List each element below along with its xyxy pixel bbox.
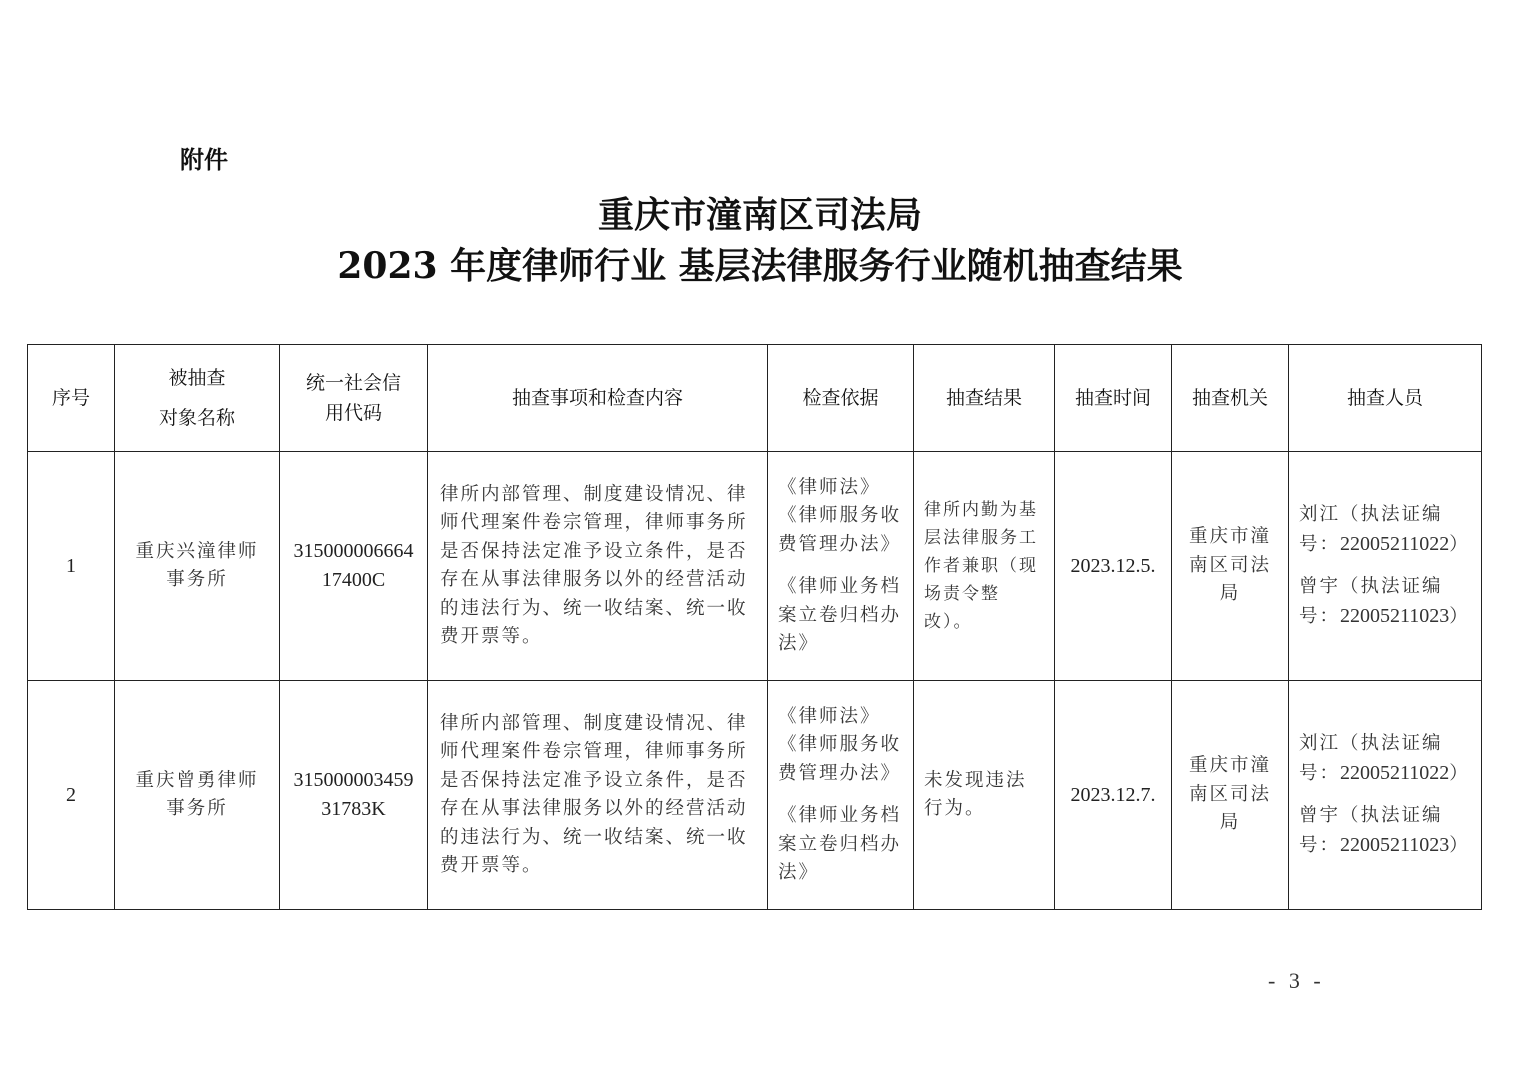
header-staff: 抽查人员 — [1289, 345, 1482, 452]
row-date: 2023.12.5. — [1055, 452, 1172, 681]
header-row — [28, 345, 1482, 452]
header-items: 抽查事项和检查内容 — [428, 345, 768, 452]
staff-name: 刘江（执法证编号： — [1299, 504, 1443, 555]
header-target-line2: 对象名称 — [158, 407, 235, 429]
inspection-results-table — [27, 344, 1482, 910]
row-seq: 2 — [28, 681, 115, 910]
table-row — [28, 681, 1482, 910]
header-basis: 检查依据 — [768, 345, 914, 452]
row-basis-2: 《律师业务档案立卷归档办法》 — [778, 805, 902, 883]
row-seq: 1 — [28, 452, 115, 681]
staff-bracket: ） — [1449, 605, 1470, 627]
header-code — [280, 345, 428, 452]
header-target — [115, 345, 280, 452]
header-target-line1: 被抽查 — [168, 367, 226, 389]
row-staff-1 — [1299, 501, 1471, 559]
staff-cert-number: 22005211023 — [1340, 604, 1450, 627]
row-code: 31500000345931783K — [280, 681, 428, 910]
staff-name: 曾宇（执法证编号： — [1299, 576, 1443, 627]
row-code: 31500000666417400C — [280, 452, 428, 681]
row-basis — [768, 681, 914, 910]
header-agency: 抽查机关 — [1172, 345, 1289, 452]
row-target: 重庆曾勇律师事务所 — [115, 681, 280, 910]
staff-cert-number: 22005211022 — [1340, 761, 1450, 784]
title-line-2: 2023 年度律师行业 基层法律服务行业随机抽查结果 — [337, 245, 1183, 287]
header-code-line2: 用代码 — [324, 402, 382, 424]
row-staff — [1289, 681, 1482, 910]
row-basis-1: 《律师法》《律师服务收费管理办法》 — [778, 476, 902, 555]
row-staff-2 — [1299, 573, 1471, 631]
staff-name: 刘江（执法证编号： — [1299, 733, 1443, 784]
table-row — [28, 452, 1482, 681]
row-basis-2: 《律师业务档案立卷归档办法》 — [778, 576, 902, 654]
staff-bracket: ） — [1449, 834, 1470, 856]
staff-cert-number: 22005211023 — [1340, 833, 1450, 856]
staff-bracket: ） — [1449, 533, 1470, 555]
staff-name: 曾宇（执法证编号： — [1299, 805, 1443, 856]
header-code-line1: 统一社会信 — [305, 372, 401, 394]
row-staff — [1289, 452, 1482, 681]
page-number: - 3 - — [1268, 968, 1325, 993]
row-basis-1: 《律师法》《律师服务收费管理办法》 — [778, 705, 902, 784]
row-agency: 重庆市潼南区司法局 — [1172, 452, 1289, 681]
row-staff-1 — [1299, 730, 1471, 788]
staff-cert-number: 22005211022 — [1340, 532, 1450, 555]
header-result: 抽查结果 — [914, 345, 1055, 452]
document-title — [0, 192, 1520, 294]
attachment-label: 附件 — [180, 146, 228, 174]
row-staff-2 — [1299, 802, 1471, 860]
row-basis — [768, 452, 914, 681]
row-agency: 重庆市潼南区司法局 — [1172, 681, 1289, 910]
header-date: 抽查时间 — [1055, 345, 1172, 452]
row-date: 2023.12.7. — [1055, 681, 1172, 910]
staff-bracket: ） — [1449, 762, 1470, 784]
row-target: 重庆兴潼律师事务所 — [115, 452, 280, 681]
title-line-1: 重庆市潼南区司法局 — [597, 194, 922, 236]
row-items: 律所内部管理、制度建设情况、律师代理案件卷宗管理，律师事务所是否保持法定准予设立条件，是否存在从事法律服务以外的经营活动的违法行为、统一收结案、统一收费开票等。 — [428, 681, 768, 910]
row-result: 未发现违法行为。 — [914, 681, 1055, 910]
row-result: 律所内勤为基层法律服务工作者兼职（现场责令整改）。 — [914, 452, 1055, 681]
header-seq: 序号 — [28, 345, 115, 452]
row-items: 律所内部管理、制度建设情况、律师代理案件卷宗管理，律师事务所是否保持法定准予设立条件，是否存在从事法律服务以外的经营活动的违法行为、统一收结案、统一收费开票等。 — [428, 452, 768, 681]
